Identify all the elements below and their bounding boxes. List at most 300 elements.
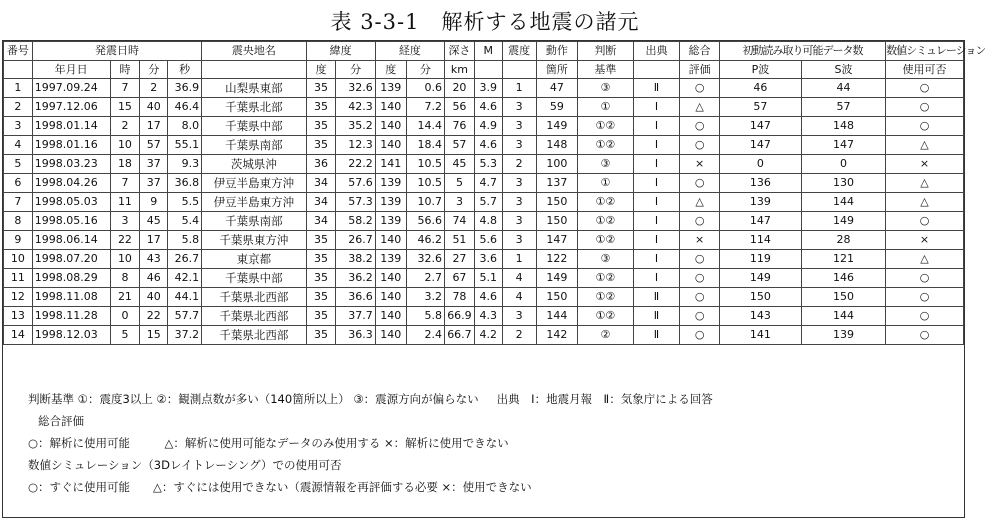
table-cell: 3 xyxy=(502,231,536,250)
table-cell: 10 xyxy=(4,250,33,269)
table-cell: 1998.05.03 xyxy=(32,193,110,212)
table-cell: 0 xyxy=(801,155,885,174)
table-cell: 51 xyxy=(445,231,475,250)
table-cell: Ⅱ xyxy=(633,307,680,326)
table-cell: ○ xyxy=(680,136,719,155)
table-cell: 26.7 xyxy=(336,231,375,250)
table-cell: Ⅰ xyxy=(633,117,680,136)
header-cell: 経度 xyxy=(375,42,444,61)
table-row xyxy=(4,212,964,231)
table-cell: 44 xyxy=(801,79,885,98)
header-cell: 数値シミュレーション xyxy=(886,42,964,61)
table-cell: Ⅰ xyxy=(633,136,680,155)
table-cell: 1 xyxy=(502,250,536,269)
table-cell: 1998.11.08 xyxy=(32,288,110,307)
table-cell: 1 xyxy=(502,79,536,98)
source-note: 出典 Ⅰ：地震月報 Ⅱ：気象庁による回答 xyxy=(496,392,713,406)
table-cell: 121 xyxy=(801,250,885,269)
table-cell: 150 xyxy=(801,288,885,307)
table-row xyxy=(4,155,964,174)
table-cell: 114 xyxy=(719,231,801,250)
table-cell: 4.2 xyxy=(474,326,502,345)
table-cell: 2 xyxy=(140,79,168,98)
table-cell: 36.9 xyxy=(168,79,202,98)
table-cell: 3 xyxy=(502,117,536,136)
table-cell: 43 xyxy=(140,250,168,269)
table-cell: ○ xyxy=(886,98,964,117)
header-cell: 箇所 xyxy=(536,61,578,79)
table-cell: 22.2 xyxy=(336,155,375,174)
table-cell: 2.4 xyxy=(406,326,444,345)
table-cell: 66.9 xyxy=(445,307,475,326)
table-cell: 57 xyxy=(445,136,475,155)
table-cell: 10.7 xyxy=(406,193,444,212)
table-cell: 149 xyxy=(536,117,578,136)
table-cell: ○ xyxy=(680,212,719,231)
table-cell: ○ xyxy=(680,269,719,288)
page-title: 表 3-3-1 解析する地震の諸元 xyxy=(330,10,640,34)
table-cell: Ⅰ xyxy=(633,98,680,117)
table-cell: 26.7 xyxy=(168,250,202,269)
table-cell: 28 xyxy=(801,231,885,250)
table-cell: 1998.11.28 xyxy=(32,307,110,326)
table-cell: ○ xyxy=(680,288,719,307)
table-cell: ○ xyxy=(886,307,964,326)
table-cell: 27 xyxy=(445,250,475,269)
table-cell: 5.1 xyxy=(474,269,502,288)
table-cell: 8.0 xyxy=(168,117,202,136)
table-cell: ○ xyxy=(680,307,719,326)
table-cell: 57.3 xyxy=(336,193,375,212)
table-cell: 14.4 xyxy=(406,117,444,136)
table-cell: 149 xyxy=(801,212,885,231)
table-cell: 57 xyxy=(801,98,885,117)
table-cell: 10 xyxy=(110,136,140,155)
table-cell: 5.5 xyxy=(168,193,202,212)
table-cell: 5.7 xyxy=(474,193,502,212)
header-cell: 初動読み取り可能データ数 xyxy=(719,42,885,61)
table-cell: 148 xyxy=(801,117,885,136)
table-cell: ○ xyxy=(886,117,964,136)
table-cell: 40 xyxy=(140,288,168,307)
table-row xyxy=(4,79,964,98)
table-cell: 5 xyxy=(110,326,140,345)
table-cell: 5.8 xyxy=(406,307,444,326)
table-cell: Ⅰ xyxy=(633,155,680,174)
table-cell: 35 xyxy=(306,79,336,98)
table-cell: 2 xyxy=(502,326,536,345)
table-cell: 7 xyxy=(4,193,33,212)
header-cell: 年月日 xyxy=(32,61,110,79)
table-cell: 1998.04.26 xyxy=(32,174,110,193)
table-cell: 78 xyxy=(445,288,475,307)
table-cell: 14 xyxy=(4,326,33,345)
header-cell: S波 xyxy=(801,61,885,79)
table-cell: 4.8 xyxy=(474,212,502,231)
table-cell: 57 xyxy=(140,136,168,155)
table-cell: 140 xyxy=(375,288,406,307)
table-cell: 37 xyxy=(140,174,168,193)
table-cell: 3 xyxy=(110,212,140,231)
table-row xyxy=(4,174,964,193)
table-cell: 146 xyxy=(801,269,885,288)
table-cell: 3 xyxy=(502,174,536,193)
table-cell: 46 xyxy=(719,79,801,98)
table-cell: 56.6 xyxy=(406,212,444,231)
table-cell: 4.6 xyxy=(474,288,502,307)
table-cell: 147 xyxy=(801,136,885,155)
table-cell: 山梨県東部 xyxy=(202,79,306,98)
table-cell: 140 xyxy=(375,269,406,288)
table-cell: 千葉県南部 xyxy=(202,136,306,155)
table-cell: 1998.05.16 xyxy=(32,212,110,231)
table-cell: 139 xyxy=(375,79,406,98)
table-cell: 57.6 xyxy=(336,174,375,193)
table-cell: 35 xyxy=(306,117,336,136)
table-cell: 32.6 xyxy=(406,250,444,269)
table-cell: 4.9 xyxy=(474,117,502,136)
table-cell: Ⅱ xyxy=(633,288,680,307)
header-cell: 震度 xyxy=(502,42,536,61)
table-cell: 35 xyxy=(306,231,336,250)
table-cell: 4 xyxy=(4,136,33,155)
table-cell: 34 xyxy=(306,174,336,193)
table-cell: 千葉県中部 xyxy=(202,269,306,288)
table-cell: 46.2 xyxy=(406,231,444,250)
table-cell: 11 xyxy=(110,193,140,212)
table-cell: × xyxy=(886,155,964,174)
table-cell: 8 xyxy=(4,212,33,231)
table-cell: 1998.08.29 xyxy=(32,269,110,288)
table-cell: 36 xyxy=(306,155,336,174)
table-cell: × xyxy=(680,155,719,174)
table-cell: 34 xyxy=(306,193,336,212)
header-cell: 動作 xyxy=(536,42,578,61)
table-cell: ①② xyxy=(578,212,633,231)
table-cell: 45 xyxy=(445,155,475,174)
table-cell: 119 xyxy=(719,250,801,269)
table-cell: 1997.12.06 xyxy=(32,98,110,117)
table-cell: 139 xyxy=(801,326,885,345)
header-row-1 xyxy=(4,42,964,61)
table-cell: 140 xyxy=(375,307,406,326)
table-row xyxy=(4,193,964,212)
table-cell: 千葉県南部 xyxy=(202,212,306,231)
table-cell: 143 xyxy=(719,307,801,326)
header-cell: 評価 xyxy=(680,61,719,79)
table-cell: 56 xyxy=(445,98,475,117)
table-cell: 37.7 xyxy=(336,307,375,326)
table-cell: 5 xyxy=(4,155,33,174)
table-cell: 150 xyxy=(536,193,578,212)
table-cell: ①② xyxy=(578,288,633,307)
header-cell xyxy=(502,61,536,79)
table-cell: 18 xyxy=(110,155,140,174)
header-cell: 分 xyxy=(336,61,375,79)
table-cell: 100 xyxy=(536,155,578,174)
header-cell: km xyxy=(445,61,475,79)
table-row xyxy=(4,307,964,326)
table-cell: 140 xyxy=(375,98,406,117)
table-cell: Ⅰ xyxy=(633,231,680,250)
table-cell: 0 xyxy=(110,307,140,326)
table-cell: 35 xyxy=(306,98,336,117)
header-cell: M xyxy=(474,42,502,61)
table-cell: 3.6 xyxy=(474,250,502,269)
table-cell: 144 xyxy=(801,307,885,326)
table-cell: 140 xyxy=(375,231,406,250)
sim-title: 数値シミュレーション（3Dレイトレーシング）での使用可否 xyxy=(28,458,342,472)
table-cell: 東京都 xyxy=(202,250,306,269)
table-cell: 3 xyxy=(502,136,536,155)
table-cell: 12.3 xyxy=(336,136,375,155)
table-cell: 3.2 xyxy=(406,288,444,307)
table-cell: 38.2 xyxy=(336,250,375,269)
table-row xyxy=(4,288,964,307)
table-cell: 2 xyxy=(4,98,33,117)
header-cell: 度 xyxy=(306,61,336,79)
table-cell: ○ xyxy=(886,326,964,345)
table-cell: 11 xyxy=(4,269,33,288)
table-cell: 130 xyxy=(801,174,885,193)
table-cell: 2 xyxy=(502,155,536,174)
table-cell: 17 xyxy=(140,231,168,250)
table-cell: 35 xyxy=(306,307,336,326)
table-cell: 1998.12.03 xyxy=(32,326,110,345)
table-cell: 1998.01.16 xyxy=(32,136,110,155)
table-cell: 伊豆半島東方沖 xyxy=(202,174,306,193)
table-cell: ① xyxy=(578,98,633,117)
header-cell: 使用可否 xyxy=(886,61,964,79)
header-cell xyxy=(4,61,33,79)
header-cell: 時 xyxy=(110,61,140,79)
header-cell: 秒 xyxy=(168,61,202,79)
table-cell: 37 xyxy=(140,155,168,174)
header-cell: 基準 xyxy=(578,61,633,79)
table-cell: 36.6 xyxy=(336,288,375,307)
table-cell: 千葉県北西部 xyxy=(202,288,306,307)
table-cell: 千葉県北西部 xyxy=(202,326,306,345)
table-cell: △ xyxy=(886,136,964,155)
table-cell: 千葉県北部 xyxy=(202,98,306,117)
table-cell: ○ xyxy=(680,326,719,345)
table-cell: Ⅱ xyxy=(633,79,680,98)
table-cell: 67 xyxy=(445,269,475,288)
table-cell: 4.6 xyxy=(474,98,502,117)
table-cell: 5.3 xyxy=(474,155,502,174)
table-cell: ①② xyxy=(578,307,633,326)
table-row xyxy=(4,98,964,117)
sim-desc: ○：すぐに使用可能 △：すぐには使用できない（震源情報を再評価する必要 ×：使用できない xyxy=(28,480,532,494)
table-cell: 2 xyxy=(110,117,140,136)
table-cell: 144 xyxy=(536,307,578,326)
earthquake-table xyxy=(3,41,985,345)
header-cell: 分 xyxy=(140,61,168,79)
table-cell: 55.1 xyxy=(168,136,202,155)
table-cell: ○ xyxy=(680,174,719,193)
header-cell: P波 xyxy=(719,61,801,79)
table-row xyxy=(4,117,964,136)
table-cell: 千葉県東方沖 xyxy=(202,231,306,250)
eval-title: 総合評価 xyxy=(38,414,84,428)
table-cell: 7.2 xyxy=(406,98,444,117)
table-cell: 3 xyxy=(502,98,536,117)
table-cell: 142 xyxy=(536,326,578,345)
table-cell: ○ xyxy=(886,269,964,288)
table-cell: 4.3 xyxy=(474,307,502,326)
header-cell: 総合 xyxy=(680,42,719,61)
table-cell: Ⅰ xyxy=(633,212,680,231)
table-cell: 141 xyxy=(375,155,406,174)
table-cell: 12 xyxy=(4,288,33,307)
table-cell: 35 xyxy=(306,250,336,269)
table-cell: 6 xyxy=(4,174,33,193)
table-cell: 20 xyxy=(445,79,475,98)
table-cell: 140 xyxy=(375,117,406,136)
table-cell: 5.8 xyxy=(168,231,202,250)
table-cell: 59 xyxy=(536,98,578,117)
table-cell: 4.7 xyxy=(474,174,502,193)
table-cell: 2.7 xyxy=(406,269,444,288)
table-cell: 0 xyxy=(719,155,801,174)
table-cell: 45 xyxy=(140,212,168,231)
table-cell: 57.7 xyxy=(168,307,202,326)
table-cell: 9 xyxy=(140,193,168,212)
table-cell: ○ xyxy=(680,117,719,136)
table-cell: ③ xyxy=(578,155,633,174)
table-cell: 76 xyxy=(445,117,475,136)
table-cell: 18.4 xyxy=(406,136,444,155)
header-cell: 出典 xyxy=(633,42,680,61)
table-cell: ①② xyxy=(578,193,633,212)
table-cell: 9 xyxy=(4,231,33,250)
table-cell: 3 xyxy=(4,117,33,136)
table-cell: 44.1 xyxy=(168,288,202,307)
header-cell: 度 xyxy=(375,61,406,79)
table-cell: 1997.09.24 xyxy=(32,79,110,98)
table-cell: △ xyxy=(680,98,719,117)
table-row xyxy=(4,250,964,269)
table-cell: △ xyxy=(886,174,964,193)
table-cell: 0.6 xyxy=(406,79,444,98)
notes-criteria-line xyxy=(28,388,958,410)
table-cell: Ⅰ xyxy=(633,193,680,212)
table-cell: ③ xyxy=(578,250,633,269)
table-cell: 150 xyxy=(536,288,578,307)
table-cell: 17 xyxy=(140,117,168,136)
table-cell: △ xyxy=(680,193,719,212)
table-row xyxy=(4,269,964,288)
table-cell: 15 xyxy=(140,326,168,345)
table-cell: 122 xyxy=(536,250,578,269)
table-cell: 9.3 xyxy=(168,155,202,174)
table-cell: 4 xyxy=(502,269,536,288)
table-cell: 7 xyxy=(110,174,140,193)
table-cell: 3 xyxy=(445,193,475,212)
table-cell: 22 xyxy=(140,307,168,326)
criteria-note: 判断基準 ①：震度3以上 ②：観測点数が多い（140箇所以上） ③：震源方向が偏らない xyxy=(28,392,479,406)
table-cell: 10 xyxy=(110,250,140,269)
table-cell: 5 xyxy=(445,174,475,193)
header-row-2 xyxy=(4,61,964,79)
table-cell: 147 xyxy=(719,117,801,136)
table-cell: × xyxy=(886,231,964,250)
table-cell: 22 xyxy=(110,231,140,250)
header-cell: 緯度 xyxy=(306,42,375,61)
header-cell: 判断 xyxy=(578,42,633,61)
table-cell: 58.2 xyxy=(336,212,375,231)
table-cell: ○ xyxy=(680,79,719,98)
table-cell: 3 xyxy=(502,193,536,212)
table-cell: Ⅰ xyxy=(633,250,680,269)
table-cell: 140 xyxy=(375,136,406,155)
table-cell: 42.1 xyxy=(168,269,202,288)
table-cell: ①② xyxy=(578,269,633,288)
table-cell: 34 xyxy=(306,212,336,231)
table-cell: △ xyxy=(886,193,964,212)
table-cell: 1 xyxy=(4,79,33,98)
table-cell: 40 xyxy=(140,98,168,117)
table-cell: 1998.06.14 xyxy=(32,231,110,250)
table-cell: 35 xyxy=(306,269,336,288)
header-cell: 番号 xyxy=(4,42,33,61)
table-cell: 3.9 xyxy=(474,79,502,98)
table-cell: 35 xyxy=(306,326,336,345)
header-cell xyxy=(474,61,502,79)
table-cell: 36.3 xyxy=(336,326,375,345)
table-cell: ③ xyxy=(578,79,633,98)
table-cell: 千葉県北西部 xyxy=(202,307,306,326)
header-cell: 震央地名 xyxy=(202,42,306,61)
table-cell: ○ xyxy=(886,212,964,231)
table-cell: 139 xyxy=(375,212,406,231)
table-cell: 149 xyxy=(536,269,578,288)
table-cell: △ xyxy=(886,250,964,269)
table-cell: 66.7 xyxy=(445,326,475,345)
table-cell: ①② xyxy=(578,136,633,155)
table-cell: 139 xyxy=(375,174,406,193)
table-cell: ○ xyxy=(886,79,964,98)
header-cell: 深さ xyxy=(445,42,475,61)
table-cell: 137 xyxy=(536,174,578,193)
table-cell: 46 xyxy=(140,269,168,288)
table-cell: 15 xyxy=(110,98,140,117)
table-cell: × xyxy=(680,231,719,250)
header-cell xyxy=(202,61,306,79)
header-cell xyxy=(633,61,680,79)
table-cell: Ⅱ xyxy=(633,326,680,345)
table-cell: 10.5 xyxy=(406,155,444,174)
table-cell: 千葉県中部 xyxy=(202,117,306,136)
table-cell: 37.2 xyxy=(168,326,202,345)
table-cell: 144 xyxy=(801,193,885,212)
table-cell: 35 xyxy=(306,288,336,307)
notes-block xyxy=(28,388,958,498)
table-cell: 35.2 xyxy=(336,117,375,136)
table-cell: 147 xyxy=(719,136,801,155)
table-cell: 3 xyxy=(502,307,536,326)
table-cell: 36.2 xyxy=(336,269,375,288)
table-cell: 150 xyxy=(536,212,578,231)
table-cell: ○ xyxy=(680,250,719,269)
eval-desc: ○：解析に使用可能 △：解析に使用可能なデータのみ使用する ×：解析に使用できない xyxy=(28,436,509,450)
table-cell: 139 xyxy=(375,250,406,269)
table-cell: 57 xyxy=(719,98,801,117)
table-row xyxy=(4,136,964,155)
table-cell: 140 xyxy=(375,326,406,345)
table-cell: 147 xyxy=(719,212,801,231)
table-cell: 1998.01.14 xyxy=(32,117,110,136)
